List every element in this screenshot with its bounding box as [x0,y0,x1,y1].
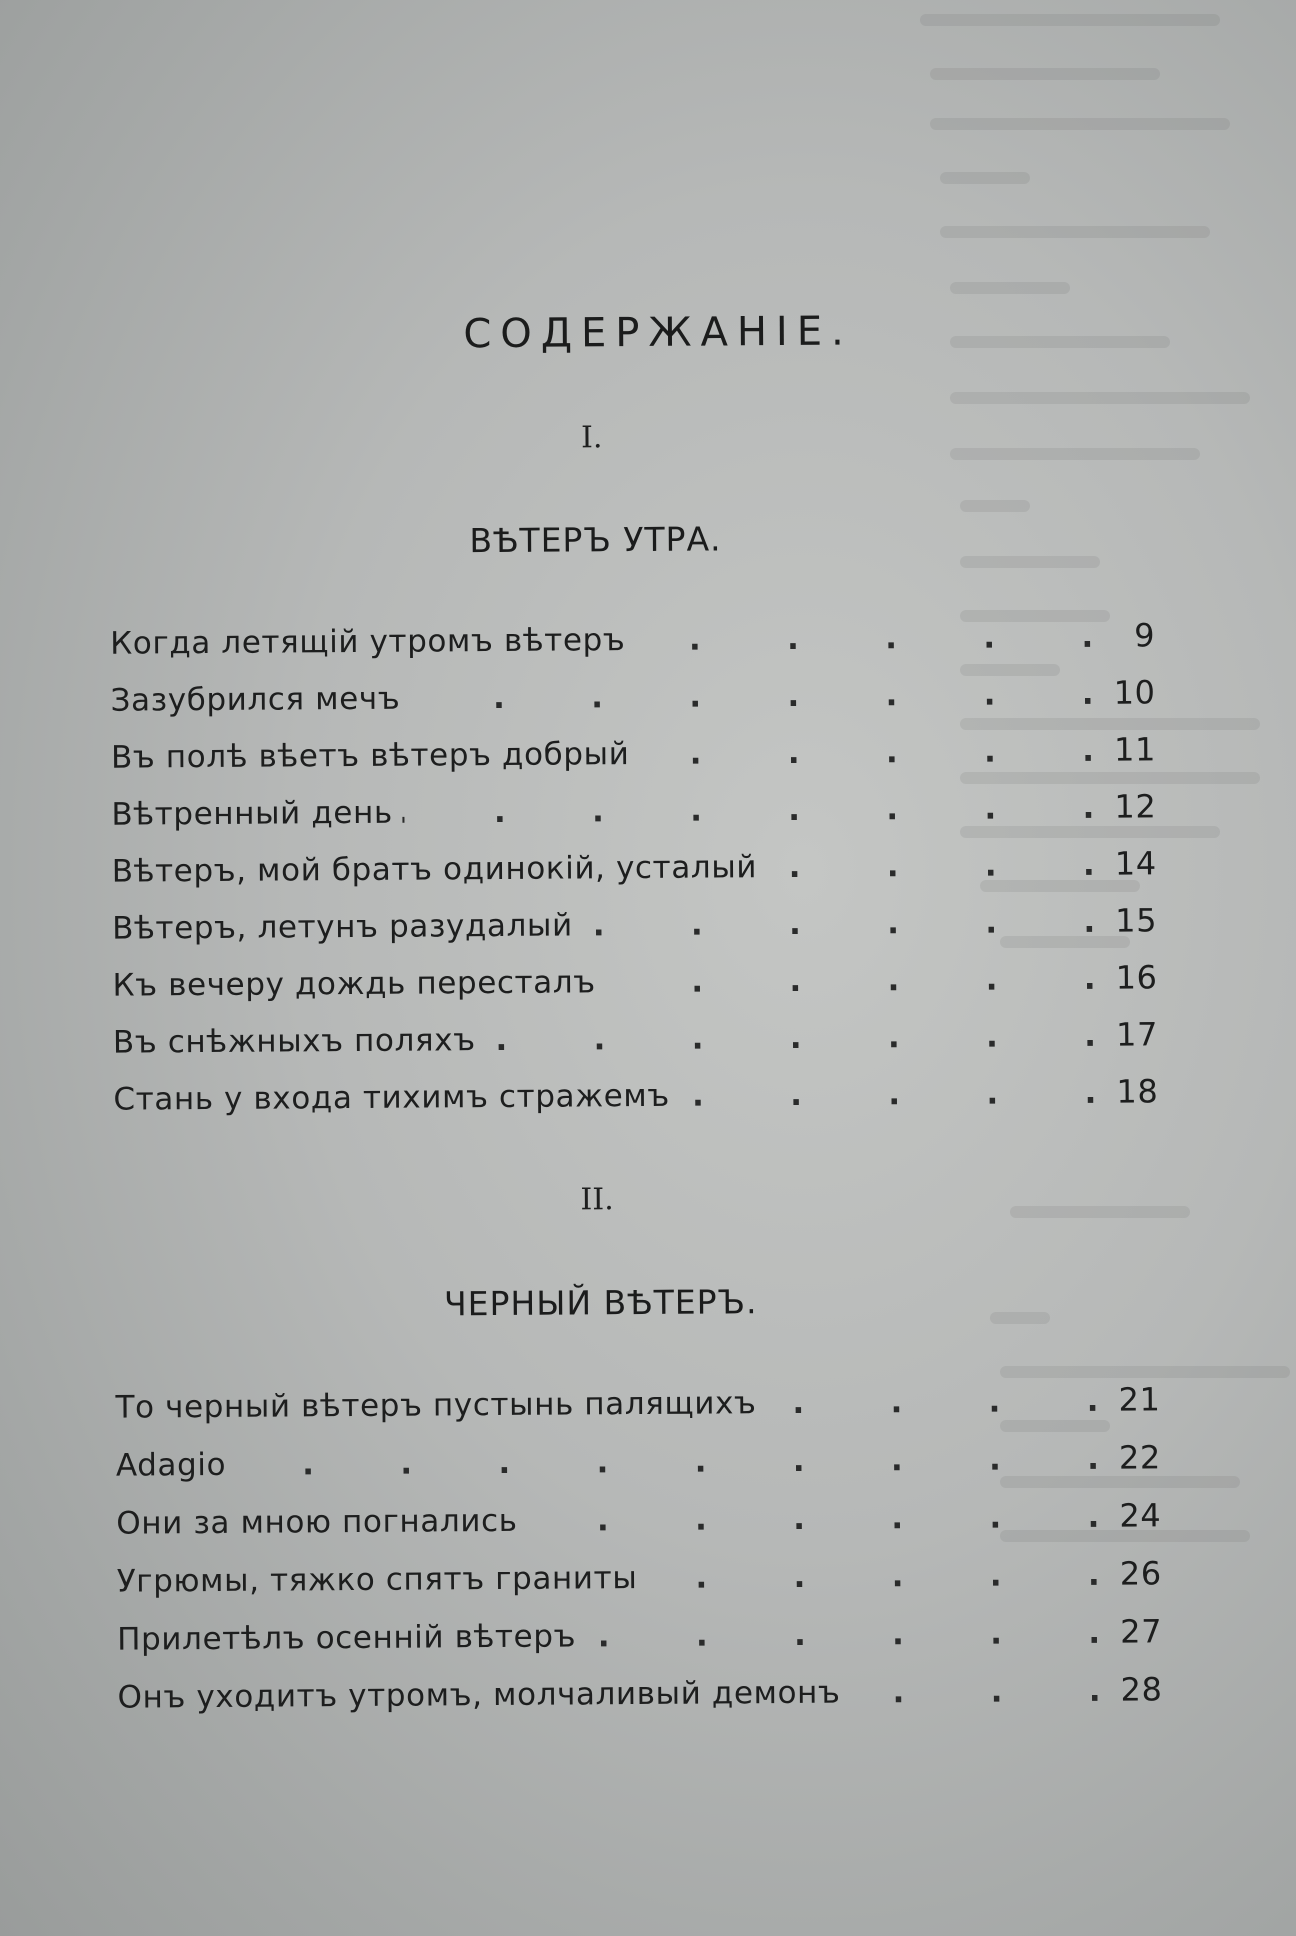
dot-leader [647,1557,1100,1596]
list-item [117,1554,1162,1619]
entry-title: Вѣтеръ, мой братъ одинокій, усталый [111,849,758,890]
entry-page-number: 12 [1114,787,1157,826]
section-title: ВѢТЕРЪ УТРА. [469,519,722,561]
entry-page-number: 16 [1115,958,1158,997]
dot-leader [606,961,1096,1000]
list-item [116,1496,1161,1561]
entry-page-number: 21 [1118,1380,1161,1419]
entry-page-number: 17 [1115,1015,1159,1054]
entry-page-number: 10 [1113,673,1156,712]
entry-title: Когда летящій утромъ вѣтеръ [110,622,626,662]
list-item [113,1015,1158,1079]
section-entries [110,616,1159,1136]
dot-leader [635,619,1093,658]
dot-leader [486,1018,1097,1058]
entry-title: Угрюмы, тяжко спятъ граниты [116,1560,638,1600]
entry-title: Они за мною погнались [116,1502,518,1542]
section-numeral: I. [580,420,603,456]
entry-title: Въ полѣ вѣетъ вѣтеръ добрый [110,736,630,776]
entry-page-number: 11 [1113,730,1157,769]
dot-leader [236,1441,1099,1483]
section-numeral: II. [580,1182,614,1218]
entry-title: Зазубрился мечъ [110,680,401,719]
entry-page-number: 9 [1134,616,1156,655]
entry-page-number: 18 [1116,1072,1159,1111]
entry-title: То черный вѣтеръ пустынь палящихъ [115,1385,757,1426]
list-item [111,787,1156,851]
entry-title: Къ вечеру дождь пересталъ [112,964,596,1004]
entry-page-number: 22 [1118,1438,1162,1477]
entry-title: Онъ уходитъ утромъ, молчаливый демонъ [117,1674,841,1716]
dot-leader [410,676,1094,717]
list-item [117,1612,1162,1677]
entry-page-number: 26 [1119,1554,1162,1593]
entry-page-number: 24 [1119,1496,1162,1535]
entry-title: Adagio [115,1446,227,1484]
entry-page-number: 15 [1115,901,1158,940]
entry-page-number: 27 [1120,1612,1163,1651]
section-entries [115,1380,1162,1735]
list-item [112,958,1157,1022]
entry-title: Стань у входа тихимъ стражемъ [113,1077,670,1118]
list-item [111,730,1156,794]
dot-leader [583,904,1096,944]
entry-title: Вѣтренный день [111,794,393,833]
entry-title: Въ снѣжныхъ поляхъ [112,1022,476,1061]
dot-leader [403,790,1095,831]
dot-leader [586,1615,1100,1655]
dot-leader [850,1673,1100,1711]
dot-leader [680,1075,1097,1114]
list-item [112,844,1157,908]
list-item [110,673,1155,737]
entry-page-number: 28 [1120,1670,1163,1709]
list-item [110,616,1155,680]
list-item [115,1380,1160,1445]
dot-leader [527,1499,1099,1539]
dot-leader [639,733,1094,772]
entry-title: Прилетѣлъ осенній вѣтеръ [117,1618,577,1658]
list-item [112,901,1157,965]
section-title: ЧЕРНЫЙ ВѢТЕРЪ. [443,1282,758,1324]
list-item [117,1670,1162,1735]
page-title: СОДЕРЖАНІЕ. [463,308,853,358]
dot-leader [766,1383,1098,1421]
entry-title: Вѣтеръ, летунъ разудалый [112,907,573,947]
entry-page-number: 14 [1114,844,1157,883]
dot-leader [767,847,1095,885]
list-item [113,1072,1158,1136]
list-item [116,1438,1161,1503]
